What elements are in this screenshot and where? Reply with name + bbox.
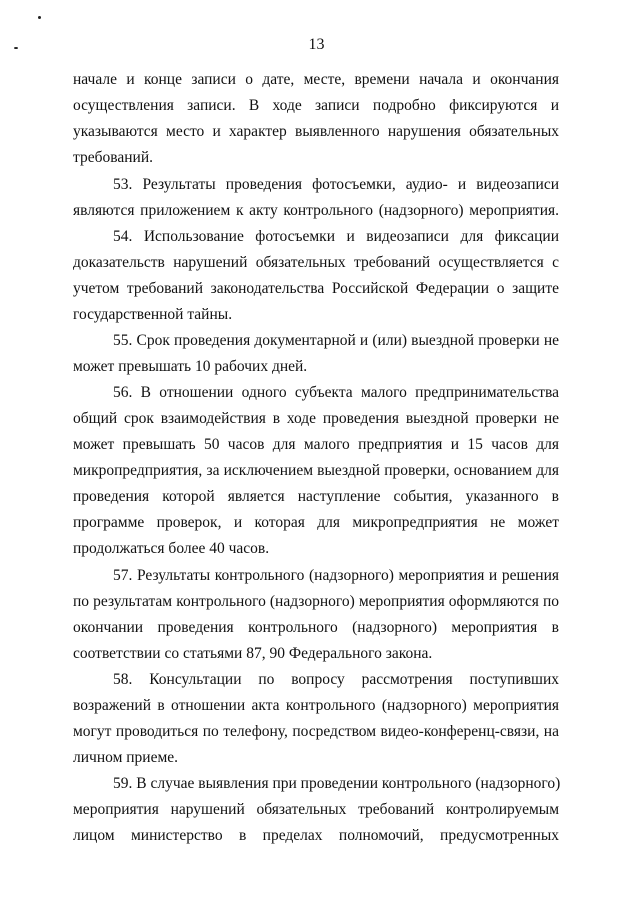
- text-line: осуществления записи. В ходе записи подробно фиксируются и: [73, 97, 559, 114]
- text-line: может превышать 50 часов для малого предприятия и 15 часов для: [73, 436, 559, 453]
- text-line: микропредприятия, за исключением выездной проверки, основанием для: [73, 462, 559, 479]
- text-line: общий срок взаимодействия в ходе проведения выездной проверки не: [73, 410, 559, 427]
- text-line: могут проводиться по телефону, посредством видео-конференц-связи, на: [73, 723, 559, 740]
- text-line: программе проверок, и которая для микропредприятия не может: [73, 514, 559, 531]
- text-line: личном приеме.: [73, 749, 179, 766]
- paragraph-first-line: 59. В случае выявления при проведении контрольного (надзорного): [113, 775, 561, 792]
- paragraph-first-line: 54. Использование фотосъемки и видеозаписи для фиксации: [113, 228, 559, 245]
- text-line: являются приложением к акту контрольного (надзорного) мероприятия.: [73, 202, 559, 219]
- paragraph-first-line: 53. Результаты проведения фотосъемки, аудио- и видеозаписи: [113, 176, 559, 193]
- page-number: 13: [308, 36, 325, 53]
- text-line: мероприятия нарушений обязательных требований контролируемым: [73, 801, 559, 818]
- text-line: по результатам контрольного (надзорного) мероприятия оформляются по: [73, 593, 559, 610]
- text-line: указываются место и характер выявленного нарушения обязательных: [73, 123, 559, 140]
- paragraph-first-line: 58. Консультации по вопросу рассмотрения поступивших: [113, 671, 559, 688]
- text-line: возражений в отношении акта контрольного (надзорного) мероприятия: [73, 697, 559, 714]
- paragraph-first-line: 57. Результаты контрольного (надзорного) мероприятия и решения: [113, 567, 559, 584]
- text-line: продолжаться более 40 часов.: [73, 540, 270, 557]
- paragraph-first-line: 55. Срок проведения документарной и (или) выездной проверки не: [113, 332, 559, 349]
- paragraph-first-line: 56. В отношении одного субъекта малого предпринимательства: [113, 384, 559, 401]
- scan-speck: [38, 16, 41, 19]
- text-line: проведения которой является наступление события, указанного в: [73, 488, 559, 505]
- text-line: окончании проведения контрольного (надзорного) мероприятия в: [73, 619, 559, 636]
- text-line: учетом требований законодательства Российской Федерации о защите: [73, 280, 559, 297]
- text-line: требований.: [73, 149, 153, 166]
- text-line: соответствии со статьями 87, 90 Федерального закона.: [73, 645, 433, 662]
- text-line: лицом министерство в пределах полномочий, предусмотренных: [73, 827, 559, 844]
- text-line: начале и конце записи о дате, месте, времени начала и окончания: [73, 71, 559, 88]
- text-line: может превышать 10 рабочих дней.: [73, 358, 308, 375]
- text-line: государственной тайны.: [73, 306, 233, 323]
- text-line: доказательств нарушений обязательных требований осуществляется с: [73, 254, 559, 271]
